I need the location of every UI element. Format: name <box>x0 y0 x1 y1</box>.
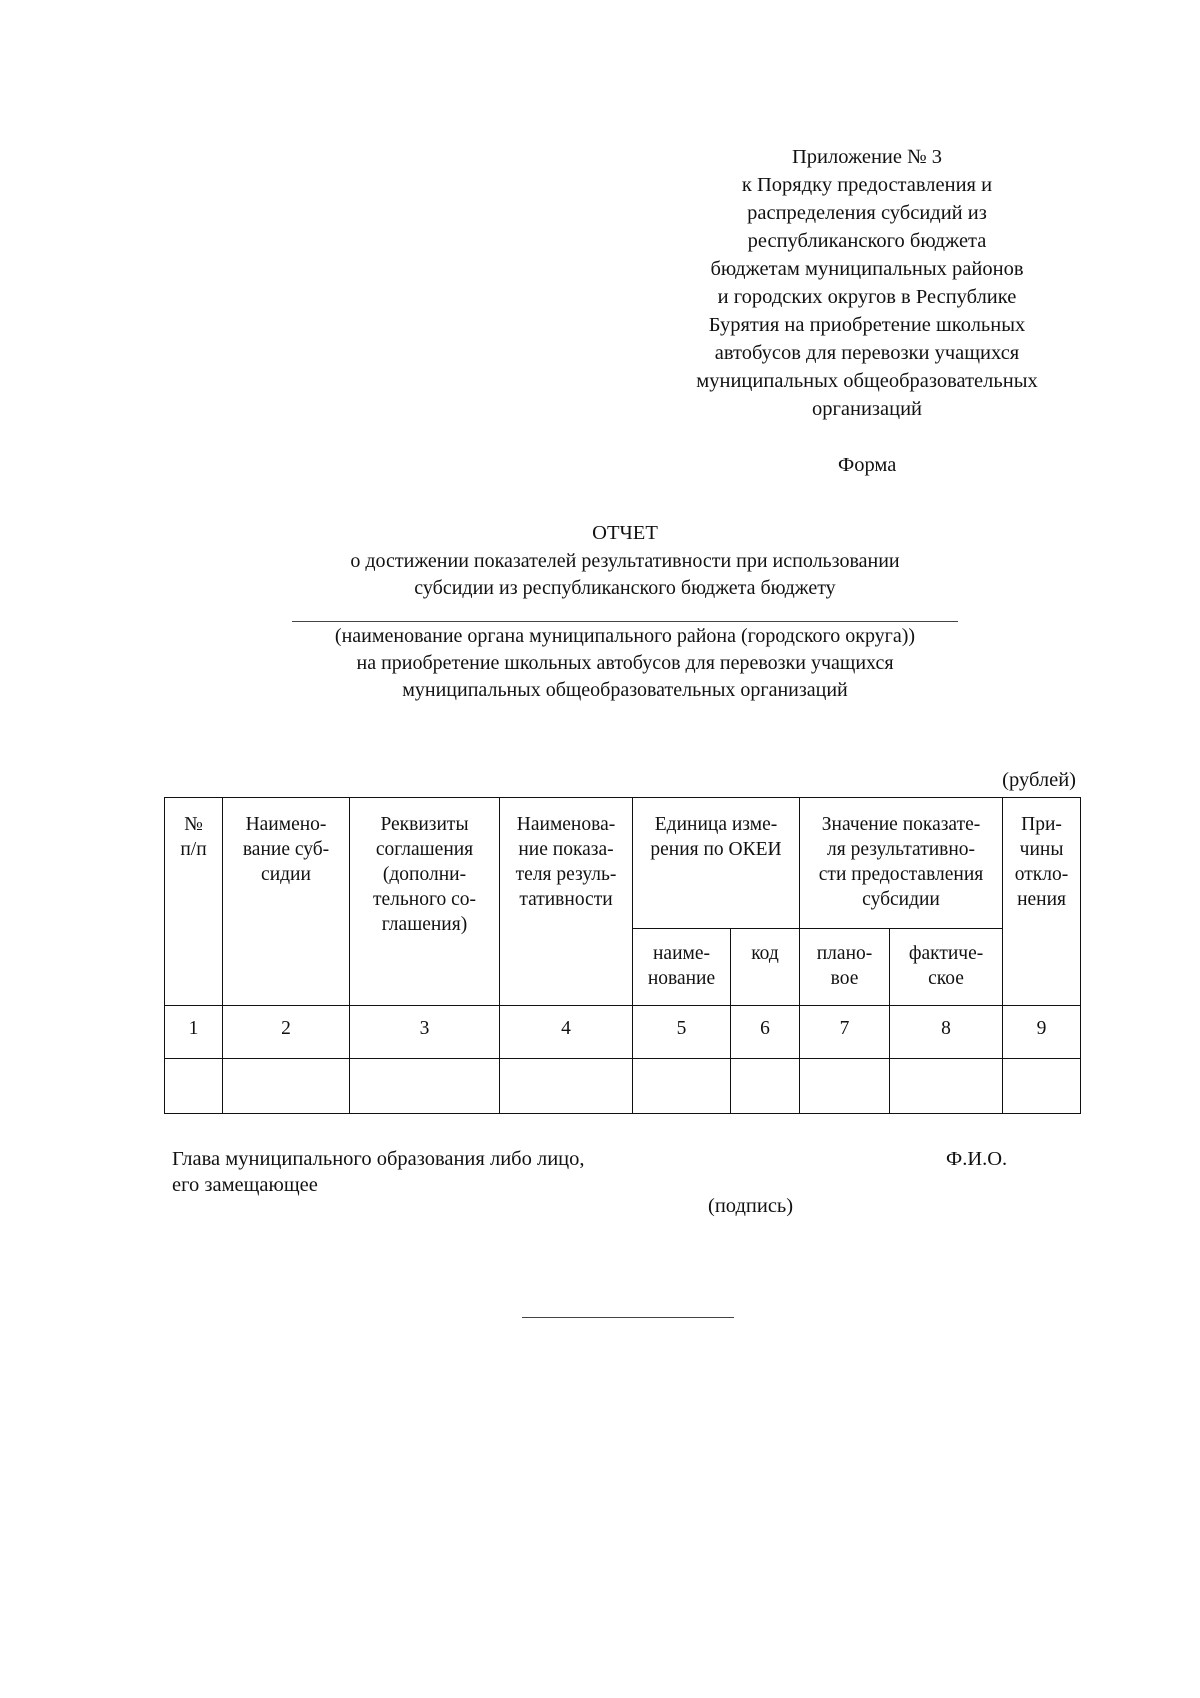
appendix-line: организаций <box>811 398 923 420</box>
table-cell[interactable] <box>165 1059 223 1114</box>
table-cell[interactable] <box>633 1059 731 1114</box>
header-value: Значение показате- ля результативно- сти предоставления субсидии <box>800 798 1003 929</box>
appendix-line: бюджетам муниципальных районов <box>710 258 1024 280</box>
column-number: 2 <box>223 1006 350 1059</box>
header-unit: Единица изме- рения по ОКЕИ <box>633 798 800 929</box>
appendix-line: республиканского бюджета <box>747 230 987 252</box>
appendix-line: к Порядку предоставления и <box>741 174 993 196</box>
appendix-line: распределения субсидий из <box>747 202 987 224</box>
report-subtitle-line: субсидии из республиканского бюджета бюджету <box>414 577 836 599</box>
appendix-line: Бурятия на приобретение школьных <box>708 314 1026 336</box>
report-title: ОТЧЕТ <box>592 522 658 544</box>
form-label: Форма <box>838 454 897 476</box>
table-cell[interactable] <box>350 1059 500 1114</box>
appendix-line: муниципальных общеобразовательных <box>696 370 1038 392</box>
column-number: 6 <box>731 1006 800 1059</box>
appendix-line: и городских округов в Республике <box>717 286 1017 308</box>
end-divider <box>522 1317 734 1318</box>
header-subsidy-name: Наимено- вание суб- сидии <box>223 798 350 1006</box>
subheader-unit-code: код <box>731 929 800 1006</box>
header-indicator-name: Наименова- ние показа- теля резуль- тативности <box>500 798 633 1006</box>
column-number: 1 <box>165 1006 223 1059</box>
table-empty-row <box>165 1059 1081 1114</box>
report-subtitle-line: о достижении показателей результативности при использовании <box>350 550 900 572</box>
table-cell[interactable] <box>800 1059 890 1114</box>
table-cell[interactable] <box>731 1059 800 1114</box>
column-number: 5 <box>633 1006 731 1059</box>
header-reasons: При- чины откло- нения <box>1003 798 1081 1006</box>
table-cell[interactable] <box>223 1059 350 1114</box>
table-cell[interactable] <box>500 1059 633 1114</box>
appendix-line: Приложение № 3 <box>791 146 943 168</box>
units-label: (рублей) <box>1002 769 1076 791</box>
subheader-actual: фактиче- ское <box>890 929 1003 1006</box>
fio-label: Ф.И.О. <box>946 1148 1008 1170</box>
table-cell[interactable] <box>890 1059 1003 1114</box>
column-number: 4 <box>500 1006 633 1059</box>
table-header-row <box>165 798 1081 929</box>
report-name-line: на приобретение школьных автобусов для перевозки учащихся <box>356 652 894 674</box>
table-cell[interactable] <box>1003 1059 1081 1114</box>
column-number: 7 <box>800 1006 890 1059</box>
signer-title: Глава муниципального образования либо лицо, его замещающее <box>172 1148 585 1196</box>
report-name-line: (наименование органа муниципального района (городского округа)) <box>334 625 916 647</box>
report-name-caption <box>200 623 1050 704</box>
report-name-line: муниципальных общеобразовательных организаций <box>402 679 848 701</box>
column-number: 8 <box>890 1006 1003 1059</box>
appendix-header <box>662 143 1072 423</box>
column-number: 9 <box>1003 1006 1081 1059</box>
header-agreement: Реквизиты соглашения (дополни- тельного со- глашения) <box>350 798 500 1006</box>
appendix-line: автобусов для перевозки учащихся <box>714 342 1020 364</box>
municipality-fill-line <box>292 621 958 622</box>
subheader-unit-name: наиме- нование <box>633 929 731 1006</box>
column-number-row <box>165 1006 1081 1059</box>
report-table <box>164 797 1081 1114</box>
subheader-planned: плано- вое <box>800 929 890 1006</box>
signature-caption: (подпись) <box>708 1195 794 1217</box>
column-number: 3 <box>350 1006 500 1059</box>
report-subtitle <box>200 548 1050 602</box>
header-num: № п/п <box>165 798 223 1006</box>
